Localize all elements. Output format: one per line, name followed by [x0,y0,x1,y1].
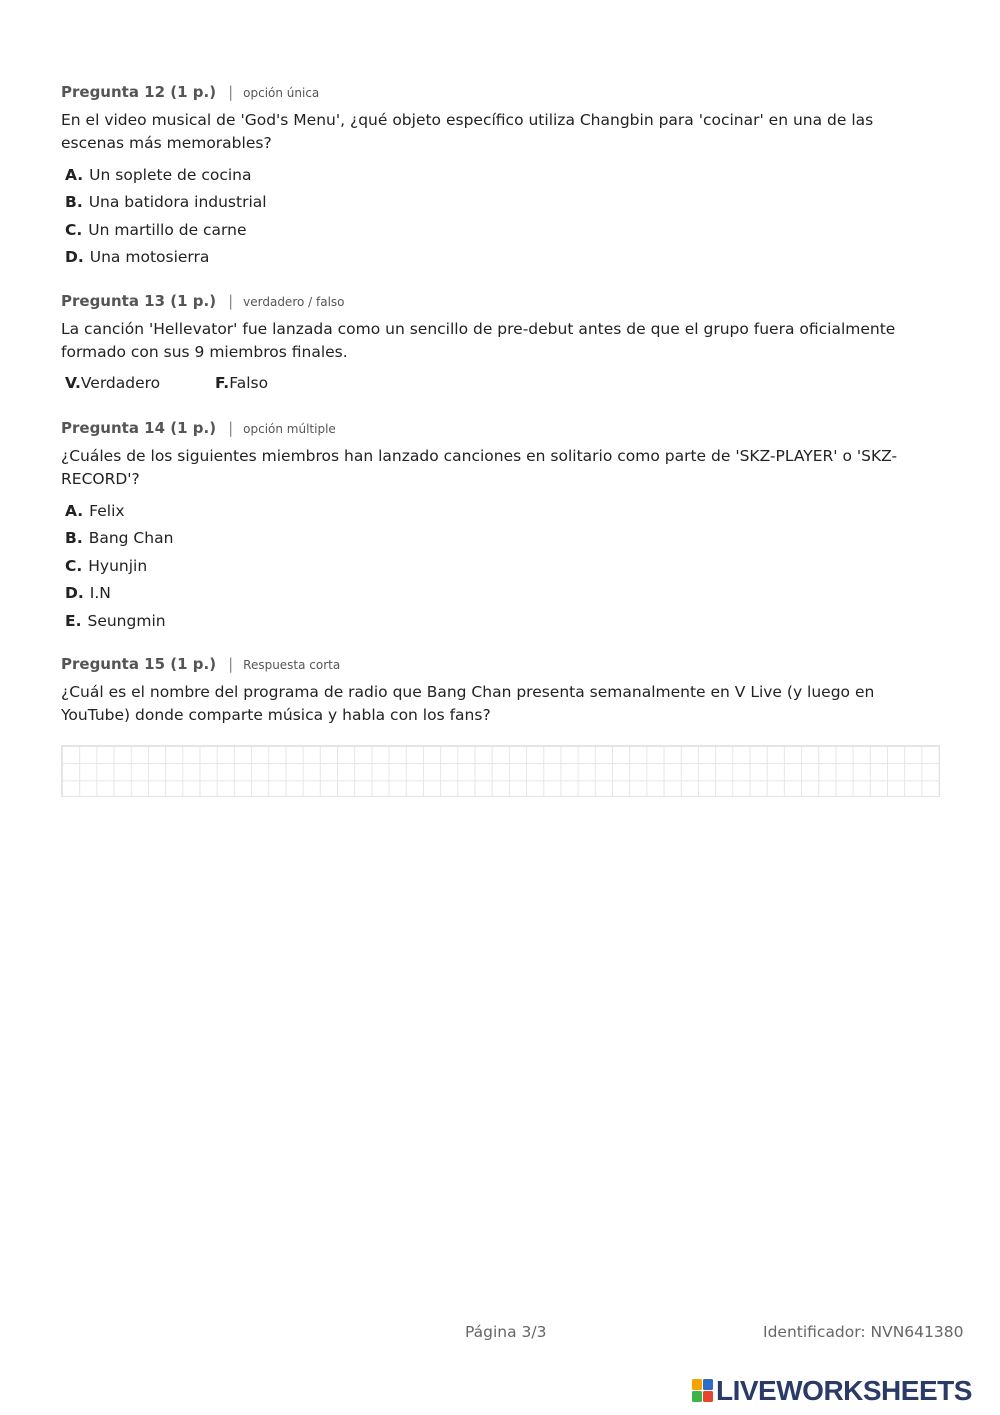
separator: | [228,83,234,101]
option-c[interactable] [61,553,941,580]
question-type: opción múltiple [243,422,336,436]
question-text: ¿Cuál es el nombre del programa de radio que Bang Chan presenta semanalmente en V Live (y luego en YouTube) donde comparte música y habla con los fans? [61,683,875,724]
option-text: Bang Chan [88,529,174,548]
option-text: Una motosierra [89,248,210,267]
brand-logo [692,1375,972,1407]
question-header [61,82,941,103]
page-number: Página 3/3 [465,1323,547,1341]
separator: | [228,655,234,673]
option-text: Verdadero [80,374,161,392]
option-a[interactable] [61,162,941,189]
question-title: Pregunta 13 (1 p.) [61,292,217,310]
option-letter: A. [65,166,84,184]
option-text: Un martillo de carne [88,220,247,239]
question-header [61,418,941,439]
option-letter: V. [65,374,81,392]
question-type: opción única [243,86,320,100]
option-a[interactable] [61,498,941,525]
question-15 [61,654,941,726]
option-letter: C. [65,220,83,239]
question-14 [61,418,941,635]
question-header [61,654,941,675]
question-title: Pregunta 14 (1 p.) [61,419,217,437]
option-b[interactable] [61,189,941,216]
option-text: Falso [229,374,269,392]
option-d[interactable] [61,244,941,271]
option-text: Una batidora industrial [88,193,267,212]
option-letter: F. [215,374,230,392]
option-text: Un soplete de cocina [89,166,252,184]
question-title: Pregunta 12 (1 p.) [61,83,217,101]
option-letter: A. [65,502,84,520]
question-type: Respuesta corta [243,658,341,672]
option-e[interactable] [61,608,941,635]
option-letter: C. [65,556,83,575]
options-list [61,162,941,272]
worksheet-identifier: Identificador: NVN641380 [763,1323,964,1341]
option-text: Seungmin [87,611,166,630]
answer-grid[interactable] [61,745,940,797]
option-d[interactable] [61,580,941,607]
liveworksheets-logo-icon [692,1379,714,1403]
question-type: verdadero / falso [243,295,345,309]
option-false[interactable] [215,371,268,395]
option-text: Felix [89,502,125,520]
question-header [61,291,941,312]
option-b[interactable] [61,525,941,552]
option-letter: D. [65,248,84,267]
question-text: La canción 'Hellevator' fue lanzada como un sencillo de pre-debut antes de que el grupo fuera oficialmente formado con sus 9 miembros finales. [61,320,896,361]
option-c[interactable] [61,217,941,244]
true-false-options [61,371,941,395]
separator: | [228,419,234,437]
question-text: En el video musical de 'God's Menu', ¿qué objeto específico utiliza Changbin para 'cocinar' en una de las escenas más memorables? [61,111,874,152]
brand-name: LIVEWORKSHEETS [716,1375,972,1406]
question-12 [61,82,941,272]
option-letter: B. [65,193,83,212]
question-text: ¿Cuáles de los siguientes miembros han lanzado canciones en solitario como parte de 'SKZ-PLAYER' o 'SKZ-RECORD'? [61,447,898,488]
option-letter: B. [65,529,83,548]
option-true[interactable] [65,371,215,395]
option-letter: E. [65,611,82,630]
question-title: Pregunta 15 (1 p.) [61,655,217,673]
question-13 [61,291,941,395]
options-list [61,498,941,635]
option-text: I.N [89,584,111,603]
option-letter: D. [65,584,84,603]
option-text: Hyunjin [88,556,148,575]
separator: | [228,292,234,310]
